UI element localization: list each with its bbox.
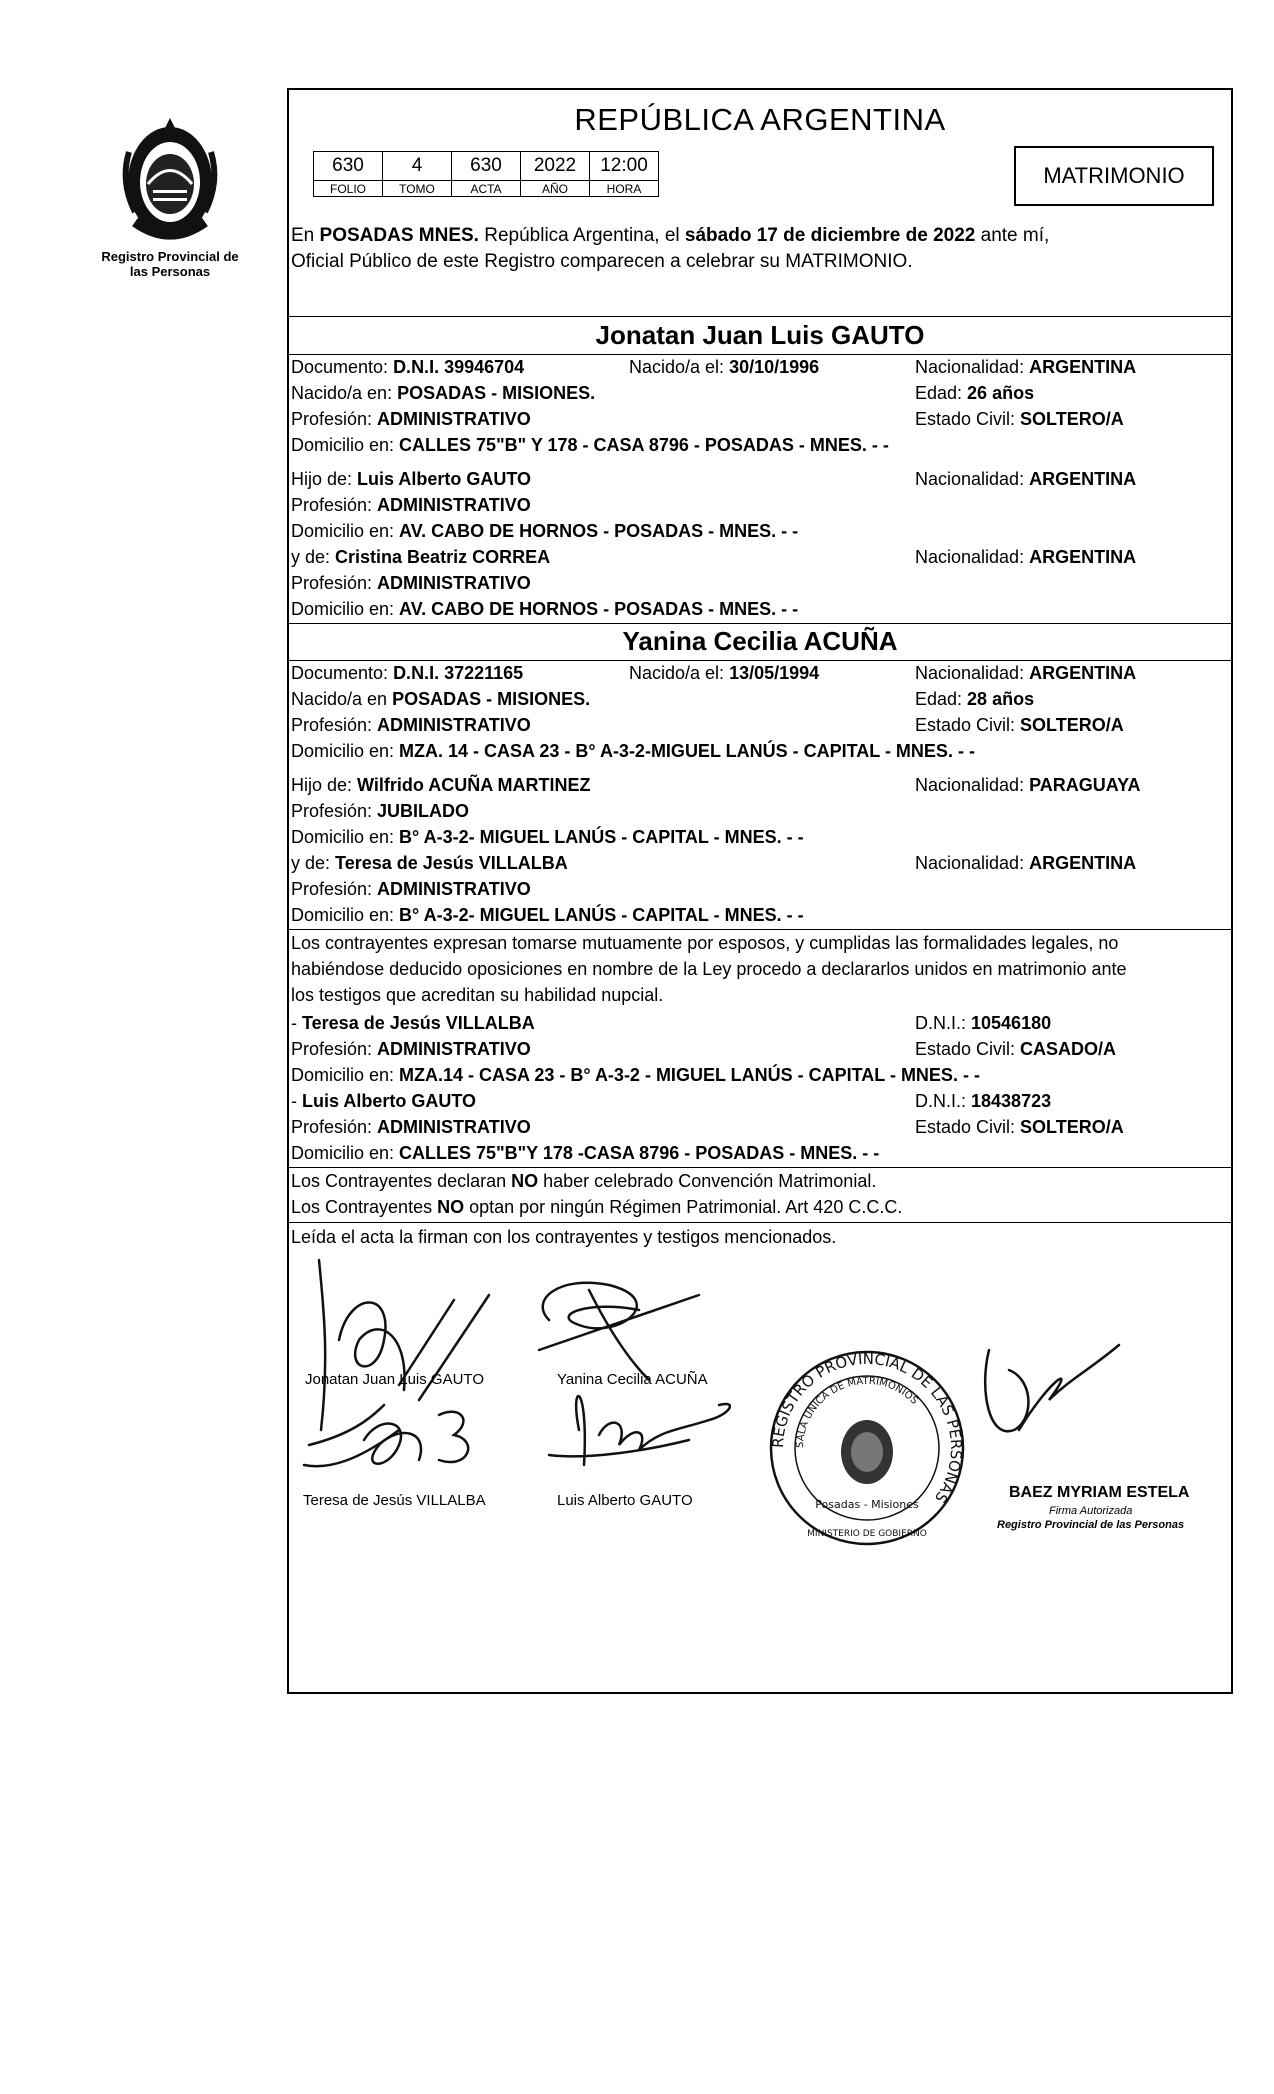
convention-no: NO [511,1171,539,1191]
label: Nacido/a en: [291,383,398,403]
spouse1-address: CALLES 75"B" Y 178 - CASA 8796 - POSADAS - MNES. - - [399,435,889,455]
witness2-dni: 18438723 [971,1091,1052,1111]
spouse2-name: Yanina Cecilia ACUÑA [622,626,898,656]
label: D.N.I.: [915,1013,972,1033]
spouse1-nationality: ARGENTINA [1029,357,1137,377]
label: Nacionalidad: [915,853,1030,873]
label: Edad: [915,689,968,709]
read-and-signed-line: Leída el acta la firman con los contrayentes y testigos mencionados. [291,1227,837,1247]
spouse1-mother-name: Cristina Beatriz CORREA [335,547,551,567]
label: Nacido/a el: [629,663,730,683]
label: Estado Civil: [915,1117,1021,1137]
official-name: BAEZ MYRIAM ESTELA [1009,1484,1190,1501]
intro-date: sábado 17 de diciembre de 2022 [684,225,976,246]
intro-place: POSADAS MNES. [319,225,479,246]
label: Hijo de: [291,775,358,795]
convention-text: optan por ningún Régimen Patrimonial. Art 420 C.C.C. [464,1197,903,1217]
label: Profesión: [291,801,378,821]
spouse2-father-profession: JUBILADO [377,801,470,821]
ano-label: AÑO [521,181,590,197]
label: Domicilio en: [291,827,400,847]
label: Hijo de: [291,469,358,489]
label: Profesión: [291,573,378,593]
spouse1-name: Jonatan Juan Luis GAUTO [595,320,925,350]
spouse1-father-row [291,468,1231,490]
spouse1-row-addr [291,434,1231,456]
issuer-name: Registro Provincial de las Personas [101,249,239,279]
label: Nacionalidad: [915,469,1030,489]
witness2-name: Luis Alberto GAUTO [302,1091,477,1111]
registry-numbers-table [313,151,659,197]
label: Nacionalidad: [915,663,1030,683]
page-title: REPÚBLICA ARGENTINA [574,102,946,137]
witness1-name-row [291,1012,1231,1034]
witness2-civil-status: SOLTERO/A [1020,1117,1124,1137]
label: Profesión: [291,1117,378,1137]
spouse1-father-profession: ADMINISTRATIVO [377,495,531,515]
label: Nacionalidad: [915,775,1030,795]
label: Nacido/a el: [629,357,730,377]
label: Profesión: [291,1039,378,1059]
witness2-addr-row [291,1142,1231,1164]
divider [289,354,1231,355]
label: Profesión: [291,409,378,429]
acta-value: 630 [452,152,521,181]
hora-value: 12:00 [590,152,659,181]
label: Edad: [915,383,968,403]
witness2-profession: ADMINISTRATIVO [377,1117,531,1137]
spouse1-father-name: Luis Alberto GAUTO [357,469,532,489]
label: Estado Civil: [915,715,1021,735]
label: Nacido/a en [291,689,393,709]
spouse2-mother-prof-row [291,878,1231,900]
label: Domicilio en: [291,599,400,619]
tomo-label: TOMO [383,181,452,197]
spouse2-father-row [291,774,1231,796]
intro-paragraph [291,223,1049,275]
spouse2-mother-addr-row [291,904,1231,926]
spouse1-dni: D.N.I. 39946704 [393,357,525,377]
label: Profesión: [291,715,378,735]
label: Domicilio en: [291,1065,400,1085]
witness2-name-row [291,1090,1231,1112]
official-office: Registro Provincial de las Personas [997,1519,1185,1531]
ano-value: 2022 [521,152,590,181]
witness2-address: CALLES 75"B"Y 178 -CASA 8796 - POSADAS - MNES. - - [399,1143,880,1163]
convention-text: Los Contrayentes [291,1197,438,1217]
spouse2-birthdate: 13/05/1994 [729,663,820,683]
label: Domicilio en: [291,521,400,541]
spouse1-mother-row [291,546,1231,568]
spouse2-mother-name: Teresa de Jesús VILLALBA [335,853,568,873]
seal-outer-text: REGISTRO PROVINCIAL DE LAS PERSONAS [768,1349,966,1507]
tomo-value: 4 [383,152,452,181]
label: - [291,1013,302,1033]
spouse1-civil-status: SOLTERO/A [1020,409,1124,429]
spouse1-mother-address: AV. CABO DE HORNOS - POSADAS - MNES. - - [399,599,799,619]
spouse2-row-place [291,688,1231,710]
witness1-name: Teresa de Jesús VILLALBA [302,1013,535,1033]
spouse2-father-addr-row [291,826,1231,848]
spouse2-birthplace: POSADAS - MISIONES. [392,689,591,709]
spouse1-mother-profession: ADMINISTRATIVO [377,573,531,593]
witness1-addr-row [291,1064,1231,1086]
official-role: Firma Autorizada [1049,1505,1133,1517]
divider [289,623,1231,624]
convention-text: Los Contrayentes declaran [291,1171,512,1191]
label: - [291,1091,302,1111]
seal-ministry: MINISTERIO DE GOBIERNO [807,1529,927,1539]
spouse1-row-place [291,382,1231,404]
hora-label: HORA [590,181,659,197]
divider [289,929,1231,930]
act-type-box: MATRIMONIO [1014,146,1214,206]
label: Domicilio en: [291,435,400,455]
witness1-prof-row [291,1038,1231,1060]
witness1-dni: 10546180 [971,1013,1052,1033]
intro-text: Oficial Público de este Registro comparecen a celebrar su MATRIMONIO. [291,251,913,272]
declaration-line: los testigos que acreditan su habilidad nupcial. [291,985,664,1005]
label: Profesión: [291,879,378,899]
spouse1-row-prof [291,408,1231,430]
label: Domicilio en: [291,905,400,925]
label: Domicilio en: [291,741,400,761]
convention-no: NO [437,1197,465,1217]
spouse2-mother-nationality: ARGENTINA [1029,853,1137,873]
divider [289,660,1231,661]
spouse1-father-nationality: ARGENTINA [1029,469,1137,489]
convention-line-1 [291,1170,1231,1192]
spouse1-father-addr-row [291,520,1231,542]
label: Nacionalidad: [915,357,1030,377]
seal-city: Posadas - Misiones [815,1498,919,1511]
spouse2-father-prof-row [291,800,1231,822]
signature-caption: Luis Alberto GAUTO [557,1492,693,1509]
label: Domicilio en: [291,1143,400,1163]
intro-text: En [291,225,320,246]
official-round-seal [767,1348,967,1548]
label: Estado Civil: [915,409,1021,429]
label: y de: [291,853,336,873]
spouse1-birthdate: 30/10/1996 [729,357,820,377]
divider [289,316,1231,317]
spouse2-father-name: Wilfrido ACUÑA MARTINEZ [357,775,591,795]
spouse1-mother-nationality: ARGENTINA [1029,547,1137,567]
seal-inner-text: SALA UNICA DE MATRIMONIOS [794,1375,920,1449]
spouse1-age: 26 años [967,383,1035,403]
spouse2-age: 28 años [967,689,1035,709]
intro-text: ante mí, [975,225,1050,246]
label: Profesión: [291,495,378,515]
spouse2-row-doc [291,662,1231,684]
witness1-civil-status: CASADO/A [1020,1039,1117,1059]
label: D.N.I.: [915,1091,972,1111]
spouse2-father-nationality: PARAGUAYA [1029,775,1141,795]
spouse2-father-address: B° A-3-2- MIGUEL LANÚS - CAPITAL - MNES. - - [399,827,804,847]
issuer-block [100,112,240,279]
spouse2-mother-address: B° A-3-2- MIGUEL LANÚS - CAPITAL - MNES. - - [399,905,804,925]
spouse2-row-prof [291,714,1231,736]
witness1-profession: ADMINISTRATIVO [377,1039,531,1059]
convention-line-2 [291,1196,1231,1218]
witness2-prof-row [291,1116,1231,1138]
spouse2-row-addr [291,740,1231,762]
convention-text: haber celebrado Convención Matrimonial. [538,1171,877,1191]
label: y de: [291,547,336,567]
label: Documento: [291,357,394,377]
declaration-line: Los contrayentes expresan tomarse mutuamente por esposos, y cumplidas las formalidades legales, no [291,933,1119,953]
label: Documento: [291,663,394,683]
spouse1-row-doc [291,356,1231,378]
folio-value: 630 [314,152,383,181]
declaration-line: habiéndose deducido oposiciones en nombre de la Ley procedo a declararlos unidos en matrimonio ante [291,959,1127,979]
spouse2-nationality: ARGENTINA [1029,663,1137,683]
spouse2-civil-status: SOLTERO/A [1020,715,1124,735]
witness1-address: MZA.14 - CASA 23 - B° A-3-2 - MIGUEL LANÚS - CAPITAL - MNES. - - [399,1065,980,1085]
divider [289,1222,1231,1223]
spouse1-profession: ADMINISTRATIVO [377,409,531,429]
divider [289,1167,1231,1168]
spouse1-mother-prof-row [291,572,1231,594]
spouse1-birthplace: POSADAS - MISIONES. [397,383,596,403]
label: Nacionalidad: [915,547,1030,567]
label: Estado Civil: [915,1039,1021,1059]
spouse2-dni: D.N.I. 37221165 [393,663,524,683]
intro-text: República Argentina, el [478,225,685,246]
signature-caption: Jonatan Juan Luis GAUTO [305,1371,484,1388]
spouse2-profession: ADMINISTRATIVO [377,715,531,735]
folio-label: FOLIO [314,181,383,197]
acta-label: ACTA [452,181,521,197]
spouse2-address: MZA. 14 - CASA 23 - B° A-3-2-MIGUEL LANÚS - CAPITAL - MNES. - - [399,741,975,761]
spouse1-mother-addr-row [291,598,1231,620]
signature-caption: Teresa de Jesús VILLALBA [303,1492,486,1509]
handwritten-signatures [289,1230,1231,1680]
spouse1-father-address: AV. CABO DE HORNOS - POSADAS - MNES. - - [399,521,799,541]
spouse2-mother-profession: ADMINISTRATIVO [377,879,531,899]
marriage-certificate [287,88,1233,1694]
spouse1-father-prof-row [291,494,1231,516]
spouse2-mother-row [291,852,1231,874]
provincial-coat-of-arms-logo [115,112,225,247]
signature-caption: Yanina Cecilia ACUÑA [557,1371,708,1388]
